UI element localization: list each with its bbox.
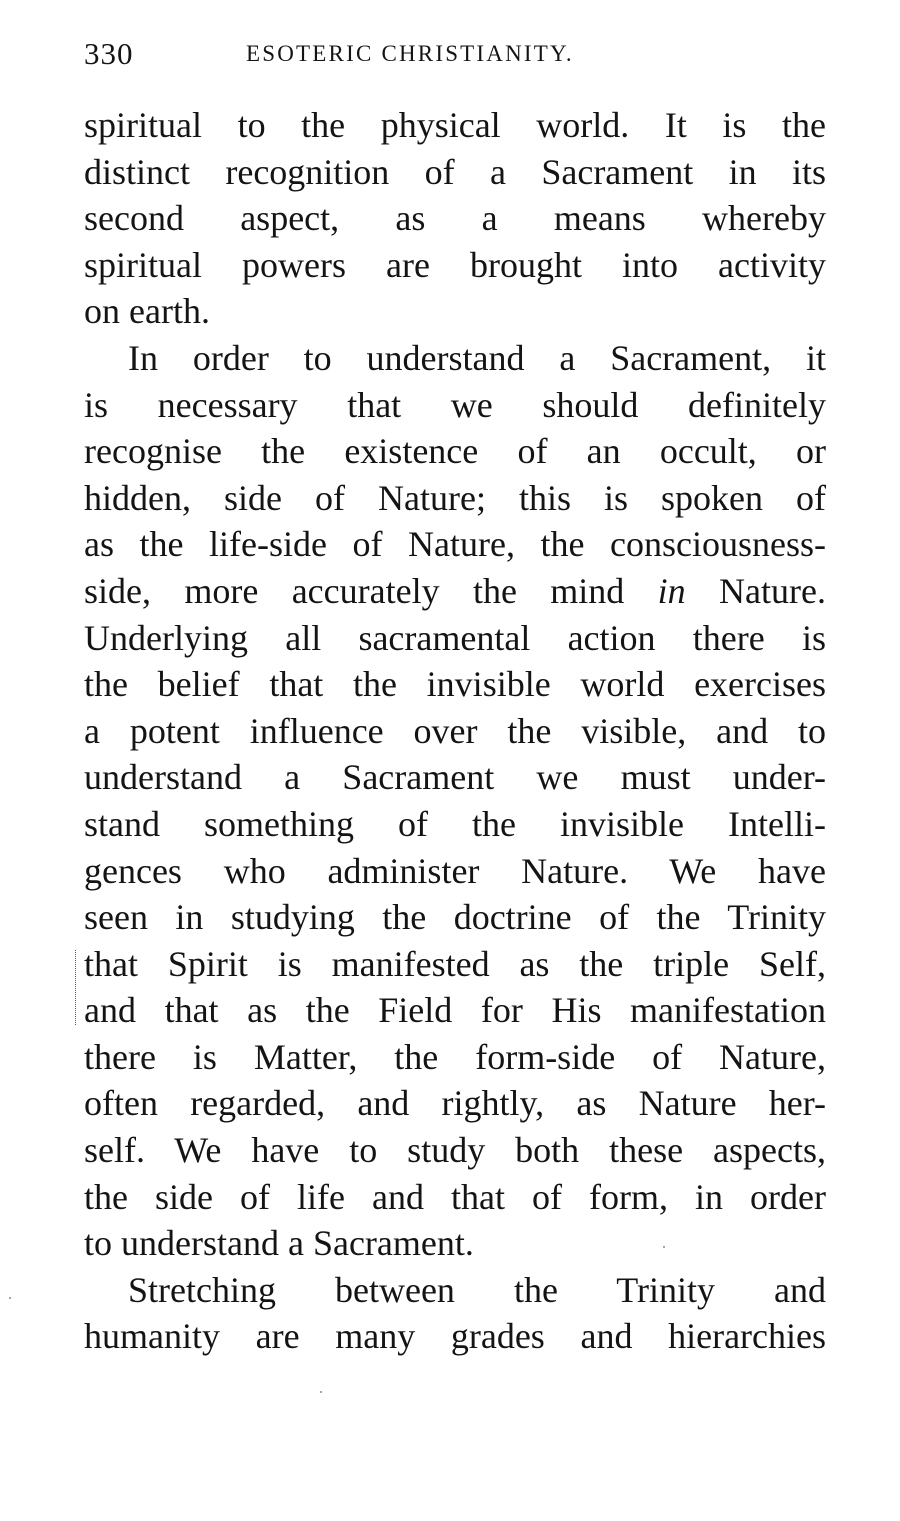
- italic-word: in: [657, 570, 686, 611]
- text-line: recognise the existence of an occult, or: [84, 431, 826, 472]
- margin-mark: [75, 950, 77, 1025]
- text-line: as the life-side of Nature, the consciousness-: [84, 524, 826, 565]
- paragraph-start-line: In order to understand a Sacrament, it: [128, 337, 826, 378]
- text-line: a potent influence over the visible, and to: [84, 710, 826, 751]
- text-line: spiritual to the physical world. It is the: [84, 105, 826, 145]
- text-line: distinct recognition of a Sacrament in its: [84, 151, 826, 192]
- text-line: often regarded, and rightly, as Nature her-: [84, 1083, 826, 1124]
- text-line: the side of life and that of form, in order: [84, 1176, 826, 1217]
- text-line: that Spirit is manifested as the triple Self,: [84, 943, 826, 984]
- text-line: understand a Sacrament we must under-: [84, 757, 826, 798]
- text-line: humanity are many grades and hierarchies: [84, 1316, 826, 1357]
- text-line: hidden, side of Nature; this is spoken of: [84, 477, 826, 518]
- text-line: seen in studying the doctrine of the Trinity: [84, 897, 826, 938]
- page-speck: [320, 1391, 322, 1393]
- text-line: the belief that the invisible world exercises: [84, 664, 826, 705]
- text-line: there is Matter, the form-side of Nature,: [84, 1036, 826, 1077]
- page-speck: [9, 1297, 11, 1299]
- text-line: second aspect, as a means whereby: [84, 198, 826, 239]
- text-line: and that as the Field for His manifestation: [84, 990, 826, 1031]
- text-line: gences who administer Nature. We have: [84, 850, 826, 891]
- text-line: spiritual powers are brought into activity: [84, 244, 826, 285]
- text-line: stand something of the invisible Intelli-: [84, 803, 826, 844]
- text-line: self. We have to study both these aspects,: [84, 1130, 826, 1171]
- body-text: [84, 102, 826, 1360]
- text-line: on earth.: [84, 291, 210, 332]
- running-header: [84, 36, 824, 76]
- page-number: 330: [84, 36, 134, 71]
- paragraph-start-line: Stretching between the Trinity and: [128, 1269, 826, 1310]
- text-line: side, more accurately the mind in Nature.: [84, 570, 826, 611]
- running-head-title: ESOTERIC CHRISTIANITY.: [246, 41, 574, 66]
- text-line: is necessary that we should definitely: [84, 384, 826, 425]
- text-line: Underlying all sacramental action there is: [84, 617, 826, 658]
- text-line: to understand a Sacrament.: [84, 1223, 474, 1264]
